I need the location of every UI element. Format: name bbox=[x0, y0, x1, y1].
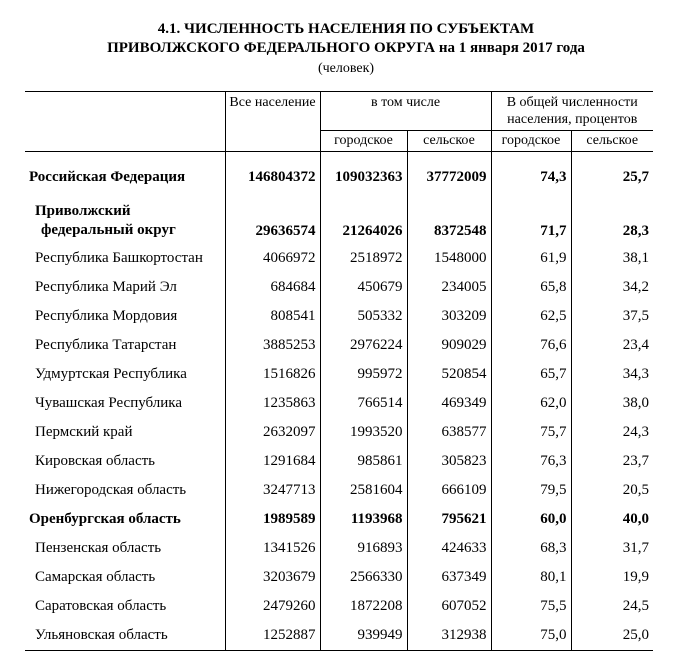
table-row bbox=[25, 152, 653, 191]
rural-value: 234005 bbox=[407, 273, 491, 302]
header-stub bbox=[25, 92, 225, 152]
header-row bbox=[25, 92, 653, 131]
header-share: В общей численности населения, процентов bbox=[491, 92, 653, 131]
rural-value: 637349 bbox=[407, 563, 491, 592]
region-name: Пензенская область bbox=[35, 540, 162, 556]
urban-value: 985861 bbox=[320, 447, 407, 476]
total-value: 146804372 bbox=[225, 152, 320, 191]
region-name: Самарская область bbox=[35, 569, 156, 585]
total-value: 1235863 bbox=[225, 389, 320, 418]
urban-pct-value: 76,3 bbox=[491, 447, 571, 476]
rural-value: 909029 bbox=[407, 331, 491, 360]
region-name-line-1: Приволжский bbox=[35, 203, 131, 219]
rural-value: 520854 bbox=[407, 360, 491, 389]
rural-pct-value: 19,9 bbox=[571, 563, 653, 592]
table-row bbox=[25, 447, 653, 476]
urban-value: 1993520 bbox=[320, 418, 407, 447]
urban-value: 109032363 bbox=[320, 152, 407, 191]
population-table bbox=[25, 91, 653, 651]
urban-pct-value: 65,8 bbox=[491, 273, 571, 302]
rural-pct-value: 34,3 bbox=[571, 360, 653, 389]
total-value: 1252887 bbox=[225, 621, 320, 651]
region-name: Удмуртская Республика bbox=[35, 366, 187, 382]
table-row bbox=[25, 592, 653, 621]
total-value: 2632097 bbox=[225, 418, 320, 447]
region-name: Российская Федерация bbox=[29, 168, 186, 185]
region-name-line-2: федеральный округ bbox=[41, 222, 176, 238]
header-rural-pct: сельское bbox=[571, 131, 653, 152]
table-row bbox=[25, 476, 653, 505]
table-row bbox=[25, 190, 653, 244]
table-title-line-1: 4.1. ЧИСЛЕННОСТЬ НАСЕЛЕНИЯ ПО СУБЪЕКТАМ bbox=[157, 21, 535, 37]
table-row bbox=[25, 563, 653, 592]
header-urban: городское bbox=[320, 131, 407, 152]
urban-value: 2581604 bbox=[320, 476, 407, 505]
urban-pct-value: 68,3 bbox=[491, 534, 571, 563]
urban-value: 2566330 bbox=[320, 563, 407, 592]
urban-pct-value: 76,6 bbox=[491, 331, 571, 360]
total-value: 684684 bbox=[225, 273, 320, 302]
rural-value: 1548000 bbox=[407, 244, 491, 273]
rural-value: 666109 bbox=[407, 476, 491, 505]
urban-value: 21264026 bbox=[320, 190, 407, 244]
rural-pct-value: 25,7 bbox=[571, 152, 653, 191]
rural-pct-value: 28,3 bbox=[571, 190, 653, 244]
region-name: Республика Мордовия bbox=[35, 308, 178, 324]
table-row bbox=[25, 534, 653, 563]
region-name: Чувашская Республика bbox=[35, 395, 183, 411]
rural-pct-value: 24,3 bbox=[571, 418, 653, 447]
urban-pct-value: 75,7 bbox=[491, 418, 571, 447]
total-value: 808541 bbox=[225, 302, 320, 331]
total-value: 4066972 bbox=[225, 244, 320, 273]
rural-pct-value: 20,5 bbox=[571, 476, 653, 505]
urban-pct-value: 60,0 bbox=[491, 505, 571, 534]
table-title-line-2: ПРИВОЛЖСКОГО ФЕДЕРАЛЬНОГО ОКРУГА на 1 января 2017 года bbox=[107, 40, 585, 56]
region-name: Республика Марий Эл bbox=[35, 279, 177, 295]
total-value: 3203679 bbox=[225, 563, 320, 592]
rural-value: 303209 bbox=[407, 302, 491, 331]
total-value: 1989589 bbox=[225, 505, 320, 534]
table-row bbox=[25, 621, 653, 651]
urban-pct-value: 75,5 bbox=[491, 592, 571, 621]
region-name: Республика Татарстан bbox=[35, 337, 177, 353]
total-value: 3247713 bbox=[225, 476, 320, 505]
urban-pct-value: 71,7 bbox=[491, 190, 571, 244]
urban-pct-value: 61,9 bbox=[491, 244, 571, 273]
urban-value: 2976224 bbox=[320, 331, 407, 360]
urban-pct-value: 62,0 bbox=[491, 389, 571, 418]
table-row bbox=[25, 302, 653, 331]
region-name: Республика Башкортостан bbox=[35, 250, 203, 266]
total-value: 1516826 bbox=[225, 360, 320, 389]
total-value: 1341526 bbox=[225, 534, 320, 563]
table-row bbox=[25, 360, 653, 389]
total-value: 29636574 bbox=[225, 190, 320, 244]
urban-value: 939949 bbox=[320, 621, 407, 651]
rural-value: 312938 bbox=[407, 621, 491, 651]
urban-value: 450679 bbox=[320, 273, 407, 302]
urban-value: 2518972 bbox=[320, 244, 407, 273]
rural-value: 8372548 bbox=[407, 190, 491, 244]
total-value: 3885253 bbox=[225, 331, 320, 360]
total-value: 1291684 bbox=[225, 447, 320, 476]
urban-value: 916893 bbox=[320, 534, 407, 563]
urban-value: 1193968 bbox=[320, 505, 407, 534]
region-name: Оренбургская область bbox=[29, 511, 181, 527]
table-row bbox=[25, 418, 653, 447]
urban-value: 1872208 bbox=[320, 592, 407, 621]
urban-value: 995972 bbox=[320, 360, 407, 389]
rural-pct-value: 24,5 bbox=[571, 592, 653, 621]
rural-pct-value: 40,0 bbox=[571, 505, 653, 534]
table-row bbox=[25, 331, 653, 360]
region-name: Пермский край bbox=[35, 424, 133, 440]
region-name: Кировская область bbox=[35, 453, 156, 469]
total-value: 2479260 bbox=[225, 592, 320, 621]
rural-value: 424633 bbox=[407, 534, 491, 563]
header-urban-pct: городское bbox=[491, 131, 571, 152]
urban-value: 766514 bbox=[320, 389, 407, 418]
urban-pct-value: 75,0 bbox=[491, 621, 571, 651]
rural-value: 469349 bbox=[407, 389, 491, 418]
rural-value: 305823 bbox=[407, 447, 491, 476]
rural-pct-value: 31,7 bbox=[571, 534, 653, 563]
urban-pct-value: 74,3 bbox=[491, 152, 571, 191]
region-name: Ульяновская область bbox=[25, 621, 225, 651]
rural-value: 37772009 bbox=[407, 152, 491, 191]
urban-pct-value: 80,1 bbox=[491, 563, 571, 592]
region-name: Нижегородская область bbox=[35, 482, 187, 498]
rural-pct-value: 23,4 bbox=[571, 331, 653, 360]
rural-pct-value: 38,0 bbox=[571, 389, 653, 418]
urban-value: 505332 bbox=[320, 302, 407, 331]
table-row bbox=[25, 244, 653, 273]
rural-pct-value: 25,0 bbox=[571, 621, 653, 651]
rural-value: 638577 bbox=[407, 418, 491, 447]
rural-value: 607052 bbox=[407, 592, 491, 621]
header-total: Все население bbox=[225, 92, 320, 152]
region-name: Саратовская область bbox=[35, 598, 167, 614]
table-row bbox=[25, 389, 653, 418]
urban-pct-value: 79,5 bbox=[491, 476, 571, 505]
rural-pct-value: 34,2 bbox=[571, 273, 653, 302]
region-name bbox=[25, 190, 225, 244]
rural-pct-value: 38,1 bbox=[571, 244, 653, 273]
table-row bbox=[25, 505, 653, 534]
header-rural: сельское bbox=[407, 131, 491, 152]
table-row bbox=[25, 273, 653, 302]
rural-value: 795621 bbox=[407, 505, 491, 534]
urban-pct-value: 65,7 bbox=[491, 360, 571, 389]
urban-pct-value: 62,5 bbox=[491, 302, 571, 331]
header-including: в том числе bbox=[320, 92, 491, 131]
rural-pct-value: 23,7 bbox=[571, 447, 653, 476]
rural-pct-value: 37,5 bbox=[571, 302, 653, 331]
table-unit: (человек) bbox=[317, 61, 375, 76]
